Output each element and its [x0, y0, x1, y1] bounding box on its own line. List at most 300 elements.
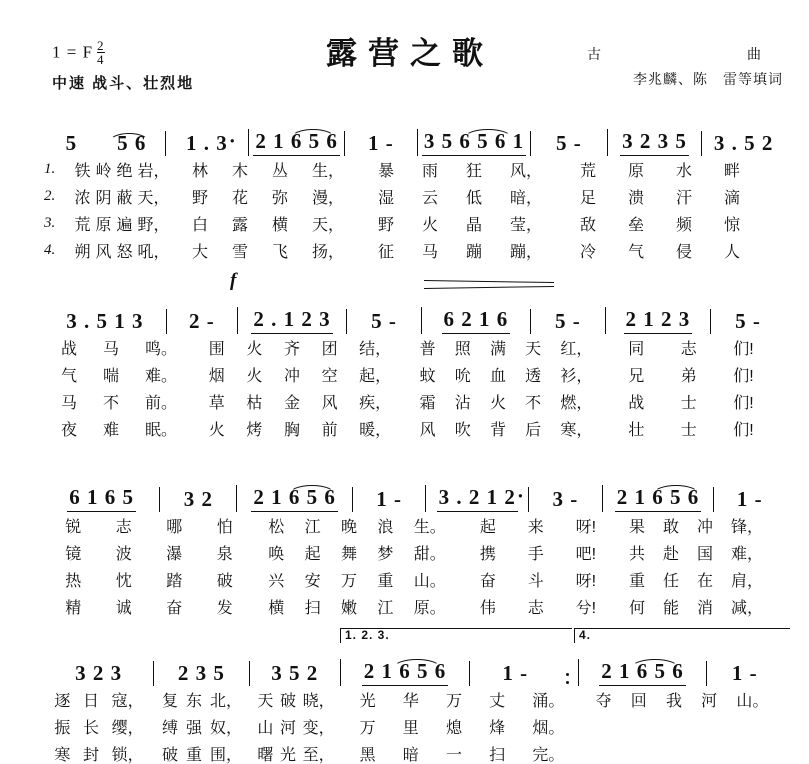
measure — [248, 129, 344, 156]
lyric-measure — [194, 336, 406, 359]
music-system-2 — [0, 270, 809, 442]
lyric-syllable: 缨， — [111, 720, 144, 737]
lyric-syllable: 冷 — [579, 244, 596, 261]
lyric-measure — [176, 185, 360, 208]
lyric-syllable: 奋 — [479, 573, 496, 590]
note: 2 1 6 5 6 — [615, 485, 702, 512]
lyric-syllable: 喘 — [102, 368, 119, 385]
note: 5 - — [555, 131, 582, 155]
lyric-measure — [254, 541, 460, 564]
lyric-syllable: 绝 — [116, 163, 133, 180]
lyric-line-1-verse-1 — [44, 156, 795, 183]
note: 5 - — [735, 309, 761, 333]
lyric-syllable: 不 — [525, 395, 542, 412]
lyric-measure — [44, 417, 194, 440]
score-header — [0, 0, 809, 108]
lyric-syllable: 志 — [680, 341, 697, 358]
note: 3 - — [552, 487, 579, 511]
lyric-syllable: 光 — [279, 747, 296, 764]
lyric-measure — [154, 742, 250, 764]
lyric-measure — [406, 336, 606, 359]
lyric-syllable: 奴， — [209, 720, 242, 737]
lyric-syllable: 唤 — [268, 546, 285, 563]
note: 3 5 2 — [271, 661, 319, 685]
lyric-syllable: 吮 — [454, 368, 471, 385]
lyric-syllable: 垒 — [627, 217, 644, 234]
lyric-syllable: 光 — [359, 693, 376, 710]
lyric-syllable: 侵 — [675, 244, 692, 261]
measure — [344, 131, 417, 156]
lyric-syllable: 镜 — [65, 546, 82, 563]
lyric-line-1-verse-4 — [44, 237, 795, 264]
measure — [417, 129, 530, 156]
lyric-syllable: 征 — [377, 244, 394, 261]
lyric-syllable: 吧! — [575, 546, 597, 563]
lyric-syllable: 暖， — [359, 422, 392, 439]
lyric-syllable: 齐 — [283, 341, 300, 358]
lyric-line-3-verse-4 — [44, 593, 795, 620]
lyric-syllable: 前 — [321, 422, 338, 439]
lyric-measure — [254, 595, 460, 618]
lyric-measure — [616, 568, 776, 591]
lyric-syllable: 松 — [268, 519, 285, 536]
lyric-measure — [616, 541, 776, 564]
lyric-syllable: 梦 — [377, 546, 394, 563]
notation-row-4 — [44, 628, 795, 686]
lyric-syllable: 火 — [421, 217, 438, 234]
verse-number: 1. — [44, 161, 56, 177]
lyric-syllable: 围 — [208, 341, 225, 358]
lyric-syllable: 生。 — [413, 519, 446, 536]
lyric-syllable: 原 — [95, 217, 112, 234]
lyric-measure — [360, 158, 560, 181]
lyric-syllable: 白 — [191, 217, 208, 234]
lyric-syllable: 重 — [185, 747, 202, 764]
measure — [44, 309, 166, 334]
lyric-syllable: 火 — [246, 341, 263, 358]
lyric-syllable: 天， — [311, 217, 344, 234]
lyric-syllable: 们! — [733, 395, 754, 412]
measure — [710, 309, 785, 334]
lyric-syllable: 马 — [421, 244, 438, 261]
lyric-syllable: 木 — [231, 163, 248, 180]
lyric-syllable: 风， — [509, 163, 542, 180]
lyric-syllable: 横 — [268, 600, 285, 617]
crescendo-hairpin — [424, 280, 554, 289]
note: 1 - — [736, 487, 763, 511]
lyric-syllable: 燃， — [560, 395, 593, 412]
lyric-syllable: 缚 — [161, 720, 178, 737]
measure — [469, 661, 560, 686]
time-signature-numerator: 2 — [97, 38, 105, 53]
lyric-syllable: 曙 — [257, 747, 274, 764]
lyric-line-2-verse-4 — [44, 415, 795, 442]
note: 3 2 3 5 — [620, 129, 689, 156]
lyric-syllable: 野 — [191, 190, 208, 207]
measure — [605, 307, 710, 334]
lyric-measure — [406, 363, 606, 386]
lyric-measure — [254, 514, 460, 537]
lyric-measure — [606, 336, 776, 359]
lyric-syllable: 阴 — [95, 190, 112, 207]
lyric-measure — [606, 417, 776, 440]
lyric-measure — [68, 185, 176, 208]
lyric-syllable: 我 — [665, 693, 682, 710]
lyric-syllable: 难， — [730, 546, 763, 563]
lyric-syllable: 至， — [302, 747, 335, 764]
note: 2 3 5 — [177, 661, 225, 685]
lyric-syllable: 一 — [445, 747, 462, 764]
measure — [701, 131, 785, 156]
lyric-syllable: 遍 — [116, 217, 133, 234]
lyric-syllable: 普 — [419, 341, 436, 358]
note: 2 1 6 5 6 — [251, 485, 338, 512]
note: 5 - — [371, 309, 397, 333]
dynamic-forte: f — [230, 270, 238, 291]
lyric-line-2-verse-3 — [44, 388, 795, 415]
lyric-syllable: 锁， — [111, 747, 144, 764]
lyric-syllable: 夺 — [595, 693, 612, 710]
lyric-syllable: 气 — [60, 368, 77, 385]
lyric-syllable: 雪 — [231, 244, 248, 261]
lyric-syllable: 嫩 — [340, 600, 357, 617]
lyric-syllable: 天， — [137, 190, 170, 207]
lyric-syllable: 逐 — [54, 693, 71, 710]
lyric-syllable: 锋， — [730, 519, 763, 536]
lyric-syllable: 蹦， — [509, 244, 542, 261]
note: 1 . 3 · — [184, 131, 230, 156]
lyric-syllable: 蹦 — [465, 244, 482, 261]
lyric-measure — [560, 185, 760, 208]
lyric-measure — [44, 514, 254, 537]
lyric-syllable: 红， — [560, 341, 593, 358]
note: 3 2 3 — [75, 661, 123, 685]
lyric-syllable: 朔 — [74, 244, 91, 261]
lyric-syllable: 岩， — [137, 163, 170, 180]
lyric-syllable: 前。 — [144, 395, 177, 412]
note: 2 1 6 5 6 — [362, 659, 449, 686]
lyric-syllable: 水 — [675, 163, 692, 180]
lyric-syllable: 后 — [525, 422, 542, 439]
lyric-syllable: 畔 — [723, 163, 740, 180]
lyric-syllable: 携 — [479, 546, 496, 563]
measure — [578, 659, 705, 686]
note: 6 2 1 6 — [442, 307, 511, 334]
lyric-syllable: 横 — [271, 217, 288, 234]
lyric-syllable: 舞 — [340, 546, 357, 563]
lyric-syllable: 铁 — [74, 163, 91, 180]
lyric-measure — [194, 417, 406, 440]
lyric-syllable: 志 — [527, 600, 544, 617]
lyric-syllable: 马 — [60, 395, 77, 412]
note: 3 . 5 1 3 — [66, 309, 144, 333]
volta-label-1: 1. 2. 3. — [345, 628, 390, 642]
lyric-syllable: 精 — [65, 600, 82, 617]
credit-composer: 古 曲 — [587, 46, 779, 62]
lyric-syllable: 原。 — [413, 600, 446, 617]
lyric-syllable: 兮! — [575, 600, 597, 617]
lyric-syllable: 们! — [733, 341, 754, 358]
measure — [706, 661, 783, 686]
lyric-line-3-verse-3 — [44, 566, 795, 593]
lyric-syllable: 蔽 — [116, 190, 133, 207]
lyric-measure — [460, 568, 616, 591]
lyric-syllable: 手 — [527, 546, 544, 563]
lyric-syllable: 滴 — [723, 190, 740, 207]
measure — [607, 129, 702, 156]
lyric-syllable: 衫， — [560, 368, 593, 385]
lyric-syllable: 赴 — [662, 546, 679, 563]
lyric-line-2-verse-1 — [44, 334, 795, 361]
lyric-syllable: 露 — [231, 217, 248, 234]
lyric-measure — [44, 363, 194, 386]
measure — [340, 659, 469, 686]
lyric-syllable: 敢 — [662, 519, 679, 536]
lyric-measure — [154, 715, 250, 738]
lyric-syllable: 气 — [627, 244, 644, 261]
lyric-syllable: 蚊 — [419, 368, 436, 385]
note: 1 - — [376, 487, 402, 511]
lyric-syllable: 结， — [359, 341, 392, 358]
lyric-line-3-verse-1 — [44, 512, 795, 539]
measure — [530, 131, 607, 156]
lyric-syllable: 在 — [696, 573, 713, 590]
lyric-syllable: 金 — [283, 395, 300, 412]
lyric-measure — [44, 336, 194, 359]
lyric-syllable: 呀! — [575, 573, 597, 590]
key-signature-text: 1 = F — [52, 42, 94, 62]
lyric-syllable: 东 — [185, 693, 202, 710]
lyric-syllable: 晓， — [302, 693, 335, 710]
lyric-syllable: 果 — [628, 519, 645, 536]
credits — [587, 42, 783, 92]
lyric-measure — [254, 568, 460, 591]
note: 5 6 — [117, 131, 147, 155]
lyric-syllable: 志 — [115, 519, 132, 536]
lyric-measure — [44, 568, 254, 591]
measure — [421, 307, 530, 334]
lyric-syllable: 枯 — [246, 395, 263, 412]
lyric-syllable: 完。 — [532, 747, 565, 764]
lyric-syllable: 江 — [304, 519, 321, 536]
lyric-syllable: 战 — [60, 341, 77, 358]
lyric-syllable: 烤 — [246, 422, 263, 439]
lyric-syllable: 河 — [701, 693, 718, 710]
measure — [528, 487, 602, 512]
lyric-syllable: 消 — [696, 600, 713, 617]
measure — [352, 487, 426, 512]
lyric-syllable: 踏 — [166, 573, 183, 590]
lyric-syllable: 火 — [246, 368, 263, 385]
lyric-syllable: 风 — [321, 395, 338, 412]
measure — [44, 661, 153, 686]
note: 2 - — [189, 309, 215, 333]
lyric-syllable: 岭 — [95, 163, 112, 180]
lyric-syllable: 足 — [579, 190, 596, 207]
lyric-measure — [606, 390, 776, 413]
lyric-syllable: 寒 — [54, 747, 71, 764]
lyric-syllable: 破 — [216, 573, 233, 590]
lyric-measure — [68, 239, 176, 262]
lyric-syllable: 难 — [102, 422, 119, 439]
note: 3 . 2 1 2 · — [437, 485, 518, 512]
lyric-syllable: 浓 — [74, 190, 91, 207]
lyric-syllable: 士 — [680, 422, 697, 439]
lyric-syllable: 火 — [208, 422, 225, 439]
lyric-syllable: 生， — [311, 163, 344, 180]
lyric-syllable: 透 — [525, 368, 542, 385]
notation-row-2 — [44, 270, 795, 334]
lyric-syllable: 来 — [527, 519, 544, 536]
lyric-syllable: 斗 — [527, 573, 544, 590]
lyric-syllable: 重 — [377, 573, 394, 590]
lyric-syllable: 团 — [321, 341, 338, 358]
lyric-syllable: 哪 — [166, 519, 183, 536]
lyric-syllable: 振 — [54, 720, 71, 737]
lyric-syllable: 弟 — [680, 368, 697, 385]
lyric-measure — [44, 742, 154, 764]
lyric-syllable: 天 — [525, 341, 542, 358]
lyric-syllable: 起 — [304, 546, 321, 563]
lyric-measure — [44, 595, 254, 618]
notation-row-1 — [44, 118, 795, 156]
lyric-measure — [616, 595, 776, 618]
lyric-measure — [460, 514, 616, 537]
time-signature-denominator: 4 — [97, 52, 105, 67]
lyric-syllable: 晶 — [465, 217, 482, 234]
lyric-measure — [176, 239, 360, 262]
lyric-syllable: 奋 — [166, 600, 183, 617]
note: 5 - — [554, 309, 581, 333]
lyric-line-1-verse-3 — [44, 210, 795, 237]
verse-number: 4. — [44, 242, 56, 258]
lyric-syllable: 涌。 — [532, 693, 565, 710]
lyric-syllable: 共 — [628, 546, 645, 563]
measure — [44, 131, 99, 156]
lyric-measure — [560, 212, 760, 235]
lyric-measure — [406, 390, 606, 413]
lyric-syllable: 破 — [161, 747, 178, 764]
lyric-measure — [342, 715, 582, 738]
lyric-syllable: 何 — [628, 600, 645, 617]
lyric-syllable: 江 — [377, 600, 394, 617]
lyric-measure — [360, 239, 560, 262]
lyric-syllable: 风 — [95, 244, 112, 261]
lyric-syllable: 热 — [65, 573, 82, 590]
lyric-measure — [250, 715, 342, 738]
measure — [237, 307, 346, 334]
lyric-syllable: 难。 — [144, 368, 177, 385]
lyric-syllable: 飞 — [271, 244, 288, 261]
verse-number: 3. — [44, 215, 56, 231]
lyric-syllable: 惊 — [723, 217, 740, 234]
lyric-measure — [250, 688, 342, 711]
lyric-syllable: 熄 — [445, 720, 462, 737]
lyric-syllable: 敌 — [579, 217, 596, 234]
lyric-measure — [342, 688, 582, 711]
lyric-syllable: 里 — [402, 720, 419, 737]
lyric-syllable: 国 — [696, 546, 713, 563]
lyric-syllable: 们! — [733, 422, 754, 439]
lyric-syllable: 甜。 — [413, 546, 446, 563]
lyric-syllable: 原 — [627, 163, 644, 180]
lyric-syllable: 怒 — [116, 244, 133, 261]
lyric-syllable: 天 — [257, 693, 274, 710]
lyric-syllable: 背 — [489, 422, 506, 439]
lyric-syllable: 万 — [445, 693, 462, 710]
lyric-syllable: 能 — [662, 600, 679, 617]
lyric-line-4-verse-1 — [44, 686, 795, 713]
volta-bracket-2 — [574, 628, 790, 643]
lyric-syllable: 起 — [479, 519, 496, 536]
note: 3 2 — [183, 487, 213, 511]
measure — [99, 131, 165, 156]
lyric-syllable: 壮 — [628, 422, 645, 439]
lyric-syllable: 荒 — [579, 163, 596, 180]
lyric-syllable: 同 — [628, 341, 645, 358]
lyric-syllable: 黑 — [359, 747, 376, 764]
lyric-syllable: 怕 — [216, 519, 233, 536]
lyric-syllable: 兄 — [628, 368, 645, 385]
lyric-syllable: 寇， — [111, 693, 144, 710]
lyric-syllable: 烟 — [208, 368, 225, 385]
verse-number: 2. — [44, 188, 56, 204]
note: 6 1 6 5 — [67, 485, 136, 512]
lyric-syllable: 暗 — [402, 747, 419, 764]
lyric-syllable: 回 — [630, 693, 647, 710]
lyric-syllable: 晚 — [340, 519, 357, 536]
lyric-measure — [68, 158, 176, 181]
note: 2 1 2 3 — [624, 307, 693, 334]
lyric-syllable: 丈 — [489, 693, 506, 710]
lyric-measure — [250, 742, 342, 764]
lyric-measure — [406, 417, 606, 440]
lyric-measure — [176, 212, 360, 235]
lyric-syllable: 日 — [82, 693, 99, 710]
measure — [713, 487, 785, 512]
lyric-syllable: 扫 — [304, 600, 321, 617]
lyric-measure — [582, 688, 782, 711]
note: 2 1 6 5 6 — [253, 129, 340, 156]
notation-row-3 — [44, 474, 795, 512]
lyric-syllable: 疾， — [359, 395, 392, 412]
lyric-measure — [560, 158, 760, 181]
lyric-syllable: 胸 — [283, 422, 300, 439]
lyric-syllable: 破 — [279, 693, 296, 710]
lyric-syllable: 火 — [489, 395, 506, 412]
music-system-4 — [0, 628, 809, 764]
lyric-syllable: 伟 — [479, 600, 496, 617]
lyric-measure — [342, 742, 582, 764]
lyric-syllable: 莹， — [509, 217, 542, 234]
measure — [236, 485, 351, 512]
lyric-syllable: 汗 — [675, 190, 692, 207]
lyric-syllable: 花 — [231, 190, 248, 207]
lyric-line-1-verse-2 — [44, 183, 795, 210]
lyric-syllable: 空 — [321, 368, 338, 385]
lyric-syllable: 锐 — [65, 519, 82, 536]
lyric-syllable: 草 — [208, 395, 225, 412]
lyric-syllable: 浪 — [377, 519, 394, 536]
lyric-syllable: 低 — [465, 190, 482, 207]
lyric-syllable: 士 — [680, 395, 697, 412]
page-title: 露营之歌 — [326, 36, 494, 71]
measure — [44, 485, 159, 512]
note: 2 . 1 2 3 — [251, 307, 332, 334]
lyric-syllable: 霜 — [419, 395, 436, 412]
lyric-measure — [560, 239, 760, 262]
lyric-line-3-verse-2 — [44, 539, 795, 566]
